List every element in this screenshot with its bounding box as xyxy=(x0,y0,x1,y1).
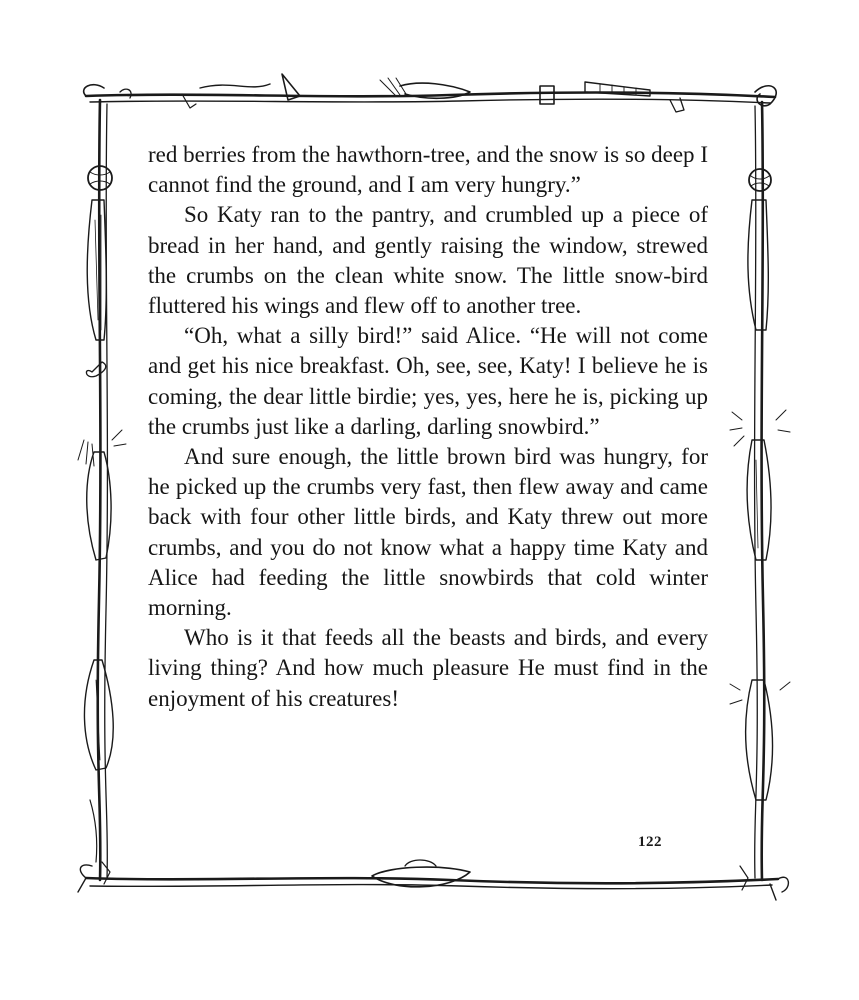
paragraph-5: Who is it that feeds all the beasts and birds, and every living thing? And how much pleasure He must find in the enjoyment of his creatures! xyxy=(148,625,708,711)
paragraph-2: So Katy ran to the pantry, and crumbled up a piece of bread in her hand, and gently raising the window, strewed the crumbs on the clean white snow. The little snow-bird fluttered his wings and flew off to another tree. xyxy=(148,202,708,319)
left-twig xyxy=(98,100,101,880)
page-text xyxy=(148,140,708,714)
top-twig xyxy=(86,93,775,97)
bottom-twig xyxy=(86,878,778,883)
paragraph-4: And sure enough, the little brown bird was hungry, for he picked up the crumbs very fast, then flew away and came back with four other little birds, and Katy threw out more crumbs, and you do not know what a happy time Katy and Alice had feeding the little snowbirds that cold winter morning. xyxy=(148,444,708,621)
paragraph-3: “Oh, what a silly bird!” said Alice. “He will not come and get his nice breakfast. Oh, see, see, Katy! I believe he is coming, the dear little birdie; yes, yes, here he is, picking up the crumbs just like a darling, darling snowbird.” xyxy=(148,323,708,439)
paragraph-1: red berries from the hawthorn-tree, and the snow is so deep I cannot find the ground, and I am very hungry.” xyxy=(148,142,708,198)
page-number: 122 xyxy=(638,834,662,850)
